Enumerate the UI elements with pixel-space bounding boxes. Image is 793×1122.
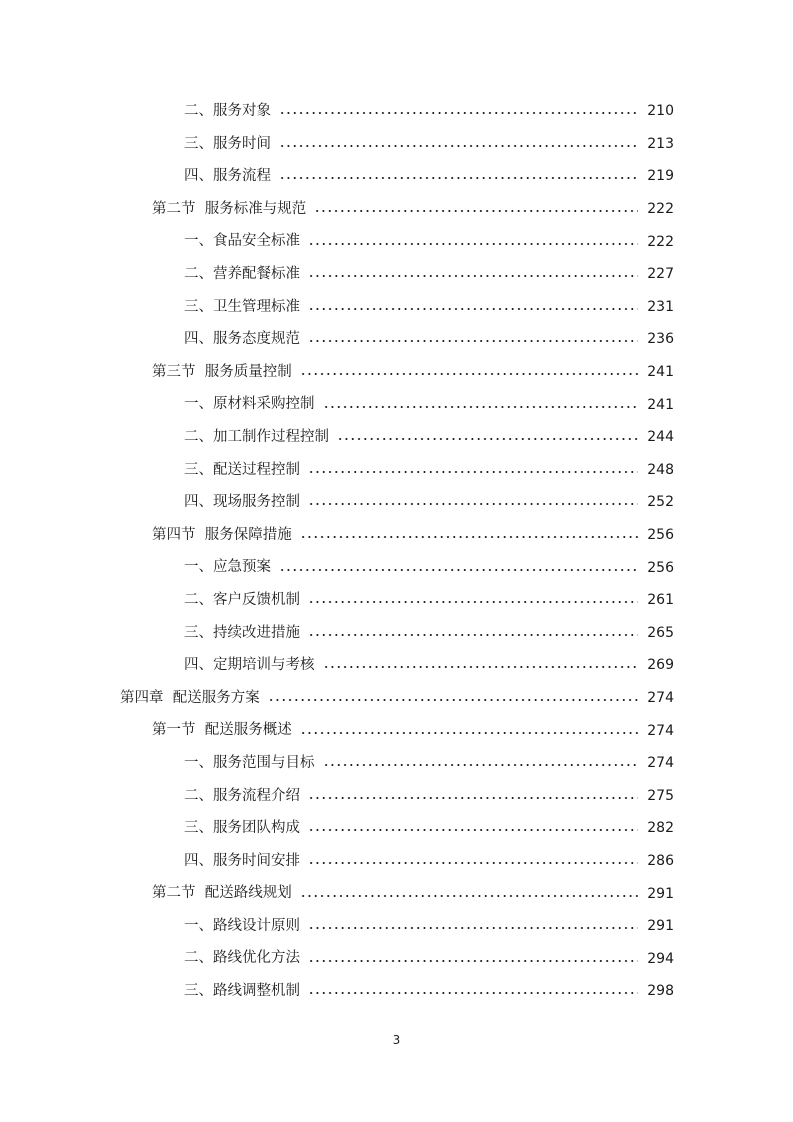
toc-entry[interactable]	[0, 812, 793, 845]
dot-leader	[308, 986, 638, 1000]
toc-entry[interactable]	[0, 291, 793, 324]
toc-entry[interactable]	[0, 584, 793, 617]
toc-entry[interactable]	[0, 486, 793, 519]
dot-leader	[314, 204, 638, 218]
toc-entry-title: 二、营养配餐标准	[184, 266, 300, 283]
toc-entry[interactable]	[0, 454, 793, 487]
toc-entry-page: 291	[647, 885, 674, 902]
toc-entry-page: 222	[647, 201, 674, 218]
toc-entry-title: 三、持续改进措施	[184, 624, 300, 641]
dot-leader	[300, 367, 638, 381]
toc-entry-page: 252	[647, 494, 674, 511]
toc-entry-page: 261	[647, 592, 674, 609]
toc-entry-page: 298	[647, 983, 674, 1000]
toc-entry-page: 282	[647, 820, 674, 837]
toc-entry-title: 一、路线设计原则	[184, 917, 300, 934]
toc-entry-page: 222	[647, 233, 674, 250]
table-of-contents	[0, 95, 793, 1008]
toc-entry-title: 一、食品安全标准	[184, 233, 300, 250]
dot-leader	[308, 237, 638, 251]
toc-entry-page: 231	[647, 298, 674, 315]
dot-leader	[308, 628, 638, 642]
toc-entry-title: 三、卫生管理标准	[184, 298, 300, 315]
toc-entry-page: 236	[647, 331, 674, 348]
dot-leader	[308, 497, 638, 511]
toc-entry[interactable]	[0, 95, 793, 128]
toc-entry-title: 二、路线优化方法	[184, 950, 300, 967]
toc-entry-title: 第四章 配送服务方案	[120, 689, 260, 706]
dot-leader	[308, 856, 638, 870]
dot-leader	[337, 432, 638, 446]
toc-entry-page: 241	[647, 396, 674, 413]
toc-entry-page: 210	[647, 103, 674, 120]
toc-entry[interactable]	[0, 649, 793, 682]
toc-entry[interactable]	[0, 128, 793, 161]
toc-entry-page: 248	[647, 461, 674, 478]
toc-entry[interactable]	[0, 421, 793, 454]
dot-leader	[279, 563, 638, 577]
toc-entry-page: 227	[647, 266, 674, 283]
toc-entry-page: 219	[647, 168, 674, 185]
dot-leader	[308, 823, 638, 837]
toc-entry-title: 三、服务时间	[184, 135, 271, 152]
toc-entry-page: 269	[647, 657, 674, 674]
page-number: 3	[392, 1033, 401, 1047]
dot-leader	[279, 139, 638, 153]
dot-leader	[308, 921, 638, 935]
toc-entry[interactable]	[0, 258, 793, 291]
toc-entry[interactable]	[0, 747, 793, 780]
toc-entry[interactable]	[0, 617, 793, 650]
toc-entry-title: 三、服务团队构成	[184, 820, 300, 837]
toc-entry-title: 一、服务范围与目标	[184, 754, 315, 771]
dot-leader	[323, 660, 639, 674]
toc-entry[interactable]	[0, 551, 793, 584]
toc-entry-page: 256	[647, 527, 674, 544]
toc-entry[interactable]	[0, 356, 793, 389]
dot-leader	[308, 334, 638, 348]
toc-entry[interactable]	[0, 845, 793, 878]
toc-entry-title: 四、服务时间安排	[184, 852, 300, 869]
toc-entry-title: 第二节 服务标准与规范	[152, 200, 307, 217]
toc-entry[interactable]	[0, 160, 793, 193]
toc-entry[interactable]	[0, 323, 793, 356]
toc-entry[interactable]	[0, 714, 793, 747]
toc-entry-title: 二、服务流程介绍	[184, 787, 300, 804]
toc-entry-page: 265	[647, 624, 674, 641]
dot-leader	[279, 106, 638, 120]
toc-entry[interactable]	[0, 975, 793, 1008]
toc-entry-title: 第三节 服务质量控制	[152, 363, 292, 380]
toc-entry[interactable]	[0, 779, 793, 812]
toc-entry-title: 四、定期培训与考核	[184, 657, 315, 674]
toc-entry[interactable]	[0, 682, 793, 715]
toc-entry[interactable]	[0, 877, 793, 910]
toc-entry[interactable]	[0, 193, 793, 226]
toc-entry-page: 291	[647, 918, 674, 935]
toc-entry-page: 294	[647, 950, 674, 967]
toc-entry-page: 256	[647, 559, 674, 576]
toc-entry-title: 三、路线调整机制	[184, 983, 300, 1000]
toc-entry-title: 一、原材料采购控制	[184, 396, 315, 413]
toc-entry-title: 四、现场服务控制	[184, 494, 300, 511]
toc-entry-page: 274	[647, 722, 674, 739]
toc-entry-title: 第一节 配送服务概述	[152, 722, 292, 739]
toc-entry-page: 244	[647, 429, 674, 446]
toc-entry-title: 第四节 服务保障措施	[152, 526, 292, 543]
toc-entry-page: 275	[647, 787, 674, 804]
dot-leader	[308, 954, 638, 968]
toc-entry[interactable]	[0, 388, 793, 421]
toc-entry-page: 213	[647, 135, 674, 152]
toc-entry-title: 三、配送过程控制	[184, 461, 300, 478]
dot-leader	[308, 595, 638, 609]
dot-leader	[323, 758, 639, 772]
toc-entry-title: 四、服务态度规范	[184, 331, 300, 348]
dot-leader	[308, 269, 638, 283]
dot-leader	[308, 302, 638, 316]
dot-leader	[323, 400, 639, 414]
toc-entry-title: 第二节 配送路线规划	[152, 885, 292, 902]
toc-entry-page: 286	[647, 852, 674, 869]
dot-leader	[300, 889, 638, 903]
dot-leader	[300, 726, 638, 740]
toc-entry[interactable]	[0, 942, 793, 975]
toc-entry-page: 274	[647, 755, 674, 772]
dot-leader	[308, 791, 638, 805]
dot-leader	[268, 693, 638, 707]
toc-entry-title: 四、服务流程	[184, 168, 271, 185]
toc-entry[interactable]	[0, 910, 793, 943]
toc-entry[interactable]	[0, 519, 793, 552]
toc-entry-title: 二、服务对象	[184, 103, 271, 120]
toc-entry[interactable]	[0, 225, 793, 258]
dot-leader	[308, 465, 638, 479]
toc-entry-page: 274	[647, 689, 674, 706]
dot-leader	[300, 530, 638, 544]
dot-leader	[279, 171, 638, 185]
toc-entry-page: 241	[647, 364, 674, 381]
toc-entry-title: 二、加工制作过程控制	[184, 428, 329, 445]
toc-entry-title: 二、客户反馈机制	[184, 591, 300, 608]
toc-entry-title: 一、应急预案	[184, 559, 271, 576]
